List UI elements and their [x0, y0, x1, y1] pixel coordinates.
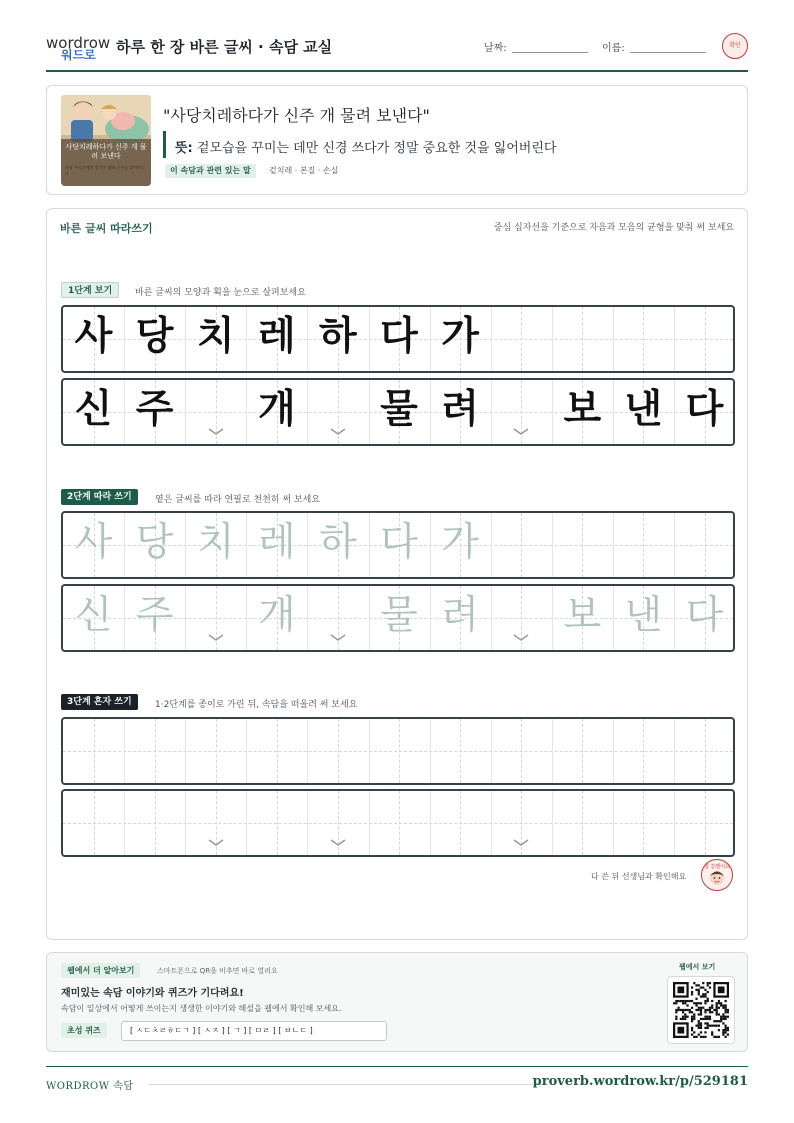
cell-center-guide: [94, 719, 95, 783]
date-field[interactable]: [512, 52, 588, 53]
related-words: 겉치레 · 본질 · 손실: [269, 166, 339, 175]
proverb-title: "사당치레하다가 신주 개 물려 보낸다": [163, 106, 430, 125]
cell-center-guide: [399, 791, 400, 855]
name-label: 이름:: [602, 43, 625, 54]
practice-char: 려: [441, 593, 479, 638]
cell-divider: [185, 791, 186, 855]
stage1-desc: 바른 글씨의 모양과 획을 눈으로 살펴보세요: [135, 288, 306, 298]
practice-tip: 중심 십자선을 기준으로 자음과 모음의 균형을 맞춰 써 보세요: [493, 223, 734, 233]
cell-center-guide: [705, 513, 706, 577]
cell-center-guide: [582, 719, 583, 783]
stage3-tag: 3단계 혼자 쓰기: [61, 694, 138, 710]
cell-divider: [369, 719, 370, 783]
initial-consonant-quiz: [ ㅅㄷㅊㄹㅎㄷㄱ ] [ ㅅㅈ ] [ ㄱ ] [ ㅁㄹ ] [ ㅂㄴㄷ ]: [121, 1021, 387, 1041]
practice-char: 레: [257, 520, 296, 565]
well-done-stamp-label: 참 잘했어요: [704, 864, 730, 870]
cell-center-guide: [705, 307, 706, 371]
practice-char: 주: [135, 387, 174, 432]
practice-char: 다: [685, 387, 724, 432]
page-title: 하루 한 장 바른 글씨 · 속담 교실: [116, 38, 333, 56]
practice-char: 가: [441, 520, 479, 565]
cell-divider: [430, 719, 431, 783]
confirm-stamp-icon: [722, 33, 748, 59]
cell-center-guide: [338, 719, 339, 783]
practice-char: 치: [196, 314, 235, 359]
practice-char: 개: [257, 387, 296, 432]
practice-char: 다: [685, 593, 724, 638]
cell-center-guide: [460, 719, 461, 783]
cell-center-guide: [521, 719, 522, 783]
cell-center-guide: [460, 791, 461, 855]
practice-char: 낸: [624, 593, 663, 638]
cell-divider: [124, 791, 125, 855]
cell-center-guide: [277, 719, 278, 783]
practice-char: 개: [257, 593, 296, 638]
cell-divider: [552, 307, 553, 371]
web-info-card: [46, 952, 748, 1052]
cell-divider: [674, 307, 675, 371]
cell-center-guide: [643, 791, 644, 855]
practice-char: 사: [74, 314, 113, 359]
proverb-illustration: [61, 95, 151, 186]
stage2-row1[interactable]: [61, 511, 735, 579]
logo-wordmark: wordrow: [46, 34, 111, 52]
stage3-row2[interactable]: [61, 789, 735, 857]
qr-code-icon: [673, 982, 729, 1038]
practice-char: 신: [74, 387, 113, 432]
stage3-desc: 1·2단계를 종이로 가린 뒤, 속담을 떠올려 써 보세요: [155, 700, 358, 710]
stage2-desc: 옅은 글씨를 따라 연필로 천천히 써 보세요: [155, 495, 320, 505]
cell-center-guide: [521, 307, 522, 371]
cell-divider: [674, 513, 675, 577]
cell-divider: [430, 791, 431, 855]
cell-center-guide: [643, 513, 644, 577]
space-marker-icon: [330, 633, 346, 643]
cell-divider: [491, 380, 492, 444]
cell-divider: [491, 586, 492, 650]
cell-center-guide: [399, 719, 400, 783]
illustration-caption: 사당치레하다가 신주 개 물려 보낸다: [65, 143, 147, 160]
cell-center-guide: [582, 791, 583, 855]
cell-divider: [185, 380, 186, 444]
footer-url[interactable]: proverb.wordrow.kr/p/529181: [532, 1074, 748, 1089]
cell-divider: [491, 791, 492, 855]
space-marker-icon: [208, 633, 224, 643]
quiz-tag: 초성 퀴즈: [61, 1023, 107, 1038]
cell-divider: [369, 791, 370, 855]
cell-center-guide: [216, 719, 217, 783]
footer-divider: [148, 1084, 548, 1085]
cell-center-guide: [705, 791, 706, 855]
cell-divider: [552, 513, 553, 577]
cell-center-guide: [643, 307, 644, 371]
cell-divider: [491, 513, 492, 577]
meaning-text: 겉모습을 꾸미는 데만 신경 쓰다가 정말 중요한 것을 잃어버린다: [196, 141, 557, 156]
proverb-card: [46, 85, 748, 195]
cell-center-guide: [94, 791, 95, 855]
meaning-accent-bar: [163, 131, 166, 158]
stage1-row2: [61, 378, 735, 446]
cell-divider: [307, 719, 308, 783]
space-marker-icon: [513, 427, 529, 437]
footer-brand: WORDROW 속담: [46, 1081, 134, 1092]
practice-char: 려: [441, 387, 479, 432]
practice-char: 물: [380, 387, 418, 432]
stamp-face-icon: [701, 859, 733, 891]
name-field[interactable]: [630, 52, 706, 53]
web-headline: 재미있는 속담 이야기와 퀴즈가 기다려요!: [61, 988, 244, 999]
stamp-label: 확인: [729, 42, 741, 49]
stage1-row1: [61, 305, 735, 373]
space-marker-icon: [208, 427, 224, 437]
cell-center-guide: [155, 719, 156, 783]
practice-char: 주: [135, 593, 174, 638]
illustration-subtext: 사당 꾸미기에만 정신이 팔려 신주를 잃어버리다: [65, 165, 145, 176]
cell-divider: [613, 791, 614, 855]
teacher-confirm-text: 다 쓴 뒤 선생님과 확인해요: [591, 872, 687, 881]
practice-char: 하: [319, 314, 357, 359]
stage2-row2[interactable]: [61, 584, 735, 652]
cell-divider: [307, 791, 308, 855]
cell-divider: [552, 791, 553, 855]
related-words-tag: 이 속담과 관련 있는 말: [165, 164, 256, 178]
practice-char: 당: [135, 520, 174, 565]
practice-char: 하: [319, 520, 357, 565]
cell-divider: [613, 513, 614, 577]
practice-char: 당: [135, 314, 174, 359]
qr-label: 웹에서 보기: [679, 963, 716, 971]
web-tag-desc: 스마트폰으로 QR을 비추면 바로 열려요: [157, 967, 278, 975]
practice-char: 다: [380, 520, 418, 565]
cell-divider: [552, 719, 553, 783]
cell-divider: [185, 719, 186, 783]
date-label: 날짜:: [484, 43, 507, 54]
logo-korean: 워드로: [61, 48, 96, 62]
space-marker-icon: [208, 838, 224, 848]
cell-center-guide: [277, 791, 278, 855]
practice-char: 보: [563, 387, 602, 432]
practice-char: 사: [74, 520, 113, 565]
cell-center-guide: [521, 513, 522, 577]
qr-code[interactable]: [667, 976, 735, 1044]
practice-char: 다: [380, 314, 418, 359]
page-footer: [46, 1066, 748, 1096]
stage2-tag: 2단계 따라 쓰기: [61, 489, 138, 505]
row-center-guide: [63, 751, 733, 752]
space-marker-icon: [513, 838, 529, 848]
cell-center-guide: [155, 791, 156, 855]
row-center-guide: [63, 823, 733, 824]
cell-divider: [613, 719, 614, 783]
cell-center-guide: [582, 307, 583, 371]
page-header: [46, 30, 748, 72]
cell-divider: [246, 791, 247, 855]
practice-char: 신: [74, 593, 113, 638]
practice-char: 낸: [624, 387, 663, 432]
cell-divider: [674, 719, 675, 783]
practice-char: 가: [441, 314, 479, 359]
space-marker-icon: [513, 633, 529, 643]
web-more-tag[interactable]: 웹에서 더 알아보기: [61, 963, 140, 978]
cell-divider: [613, 307, 614, 371]
stage3-row1[interactable]: [61, 717, 735, 785]
web-description: 속담이 일상에서 어떻게 쓰이는지 생생한 이야기와 해설을 웹에서 확인해 보세요.: [61, 1004, 342, 1013]
cell-center-guide: [705, 719, 706, 783]
cell-divider: [124, 719, 125, 783]
cell-divider: [491, 719, 492, 783]
cell-center-guide: [643, 719, 644, 783]
proverb-meaning: [175, 137, 556, 156]
cell-divider: [491, 307, 492, 371]
meaning-label: 뜻:: [175, 141, 193, 156]
practice-heading: 바른 글씨 따라쓰기: [60, 222, 153, 235]
wordrow-logo: [46, 34, 111, 62]
cell-divider: [307, 586, 308, 650]
practice-char: 치: [196, 520, 235, 565]
practice-char: 레: [257, 314, 296, 359]
practice-card: [46, 208, 748, 940]
practice-char: 물: [380, 593, 418, 638]
cell-divider: [674, 791, 675, 855]
space-marker-icon: [330, 838, 346, 848]
space-marker-icon: [330, 427, 346, 437]
cell-divider: [307, 380, 308, 444]
stage1-tag: 1단계 보기: [61, 282, 119, 298]
cell-center-guide: [582, 513, 583, 577]
well-done-stamp-icon: [701, 859, 733, 891]
practice-char: 보: [563, 593, 602, 638]
cell-divider: [185, 586, 186, 650]
cell-divider: [246, 719, 247, 783]
